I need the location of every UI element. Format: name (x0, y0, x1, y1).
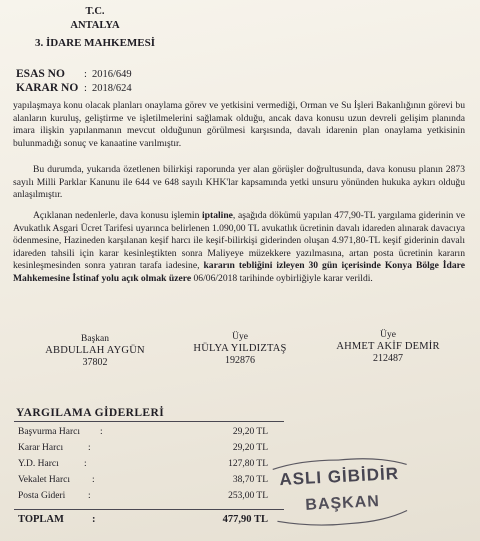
signature-name: HÜLYA YILDIZTAŞ (193, 343, 287, 354)
cost-label: Başvurma Harcı (18, 427, 80, 437)
costs-total-rule (14, 509, 284, 510)
paragraph-3-appeal-notice: kararın tebliğini izleyen 30 gün içerisinde Konya Bölge İdare Mahkemesine İstinaf yolu açık olmak üzere (13, 260, 465, 284)
cost-total-label: TOPLAM (18, 514, 64, 525)
cost-sep: : (84, 459, 87, 469)
signature-member-2 (308, 329, 468, 365)
cost-row (18, 475, 268, 487)
cost-sep: : (92, 475, 95, 485)
cost-amount: 127,80 TL (228, 459, 268, 469)
paragraph-1 (13, 100, 465, 150)
official-stamp (260, 448, 420, 536)
cost-label: Karar Harcı (18, 443, 64, 453)
header-tc: T.C. (85, 6, 105, 17)
cost-total-row (18, 514, 268, 526)
paragraph-2-text: Bu durumda, yukarıda özetlenen bilirkişi raporunda yer alan görüşler doğrultusunda, dava konusu planın 2873 sayılı Milli Parklar Kanunu ile 644 ve 648 sayılı KHK'lar kapsamında yetki unsuru yönünden hukuka aykırı olduğu anlaşılmıştır. (13, 164, 465, 201)
paragraph-2 (13, 164, 465, 202)
cost-row (18, 443, 268, 455)
signature-number: 192876 (225, 355, 255, 366)
signature-president (20, 333, 170, 369)
header-court-name: 3. İDARE MAHKEMESİ (34, 37, 156, 49)
signature-number: 212487 (373, 353, 403, 364)
cost-amount: 29,20 TL (232, 443, 268, 453)
paragraph-3-decision: iptaline (202, 210, 233, 221)
cost-row (18, 459, 268, 471)
karar-value: 2018/624 (92, 83, 132, 94)
karar-sep: : (84, 83, 87, 94)
esas-label: ESAS NO (16, 68, 65, 80)
signature-role: Üye (380, 330, 396, 340)
stamp-line-2: BAŞKAN (304, 492, 381, 514)
signature-member-1 (165, 331, 315, 367)
cost-label: Posta Gideri (18, 491, 66, 501)
cost-amount: 29,20 TL (232, 427, 268, 437)
cost-amount: 253,00 TL (228, 491, 268, 501)
signature-number: 37802 (82, 357, 108, 368)
paragraph-3-text-e: 06/06/2018 tarihinde oybirliğiyle karar verildi. (191, 272, 373, 284)
signature-name: AHMET AKİF DEMİR (336, 341, 440, 352)
cost-total-amount: 477,90 TL (222, 514, 268, 525)
paragraph-1-text: yapılaşmaya konu olacak planları onaylama görev ve yetkisini vermediği, Orman ve Su İşleri Bakanlığının görevi bu alanların kuruluş, geliştirme ve işletilmelerini sağlamak olduğu, ancak dava konusu uzun devreli gelişim planında imara ilişkin yapılanmanın mevcut olduğunun görülmesi karşısında, davalı idarenin plan onaylama yetkisinin bulunmadığı sonuç ve kanaatine varılmıştır. (13, 100, 465, 149)
signature-role: Üye (232, 332, 248, 342)
signature-role: Başkan (81, 334, 109, 344)
cost-row (18, 491, 268, 503)
esas-sep: : (84, 69, 87, 80)
cost-total-sep: : (92, 514, 96, 525)
cost-label: Y.D. Harcı (18, 459, 59, 469)
karar-label: KARAR NO (16, 82, 79, 94)
cost-sep: : (88, 491, 91, 501)
paragraph-3-text-c: , aşağıda dökümü yapılan 477,90-TL yargılama giderinin ve Avukatlık Asgari Ücret Tarifesi uyarınca belirlenen 1.090,00 TL avukatlık ücretinin davalı idareden alınarak davacıya ödenmesine, Hazineden karşılanan keşif harcı ile keşif-bilirkişi giderinden oluşan 4.971,80-TL keşif giderinin davalı idareden tahsili için karar kesinleştikten sonra Maliyeye müzekkere yazılmasına, artan posta ücretinin kararın kesinleşmesinden sonra yatıran tarafa iadesine, (13, 210, 465, 272)
cost-amount: 38,70 TL (232, 475, 268, 485)
paragraph-3 (13, 210, 465, 286)
cost-sep: : (88, 443, 91, 453)
paragraph-3-text-a: Açıklanan nedenlerle, dava konusu işlemin (33, 210, 202, 221)
costs-title: YARGILAMA GİDERLERİ (16, 407, 165, 419)
cost-label: Vekalet Harcı (18, 475, 70, 485)
stamp-line-1: ASLI GİBİDİR (278, 463, 400, 490)
costs-title-rule (14, 421, 284, 422)
esas-value: 2016/649 (92, 69, 132, 80)
signature-name: ABDULLAH AYGÜN (45, 345, 145, 356)
header-city: ANTALYA (70, 20, 120, 31)
cost-row (18, 427, 268, 439)
cost-sep: : (100, 427, 103, 437)
